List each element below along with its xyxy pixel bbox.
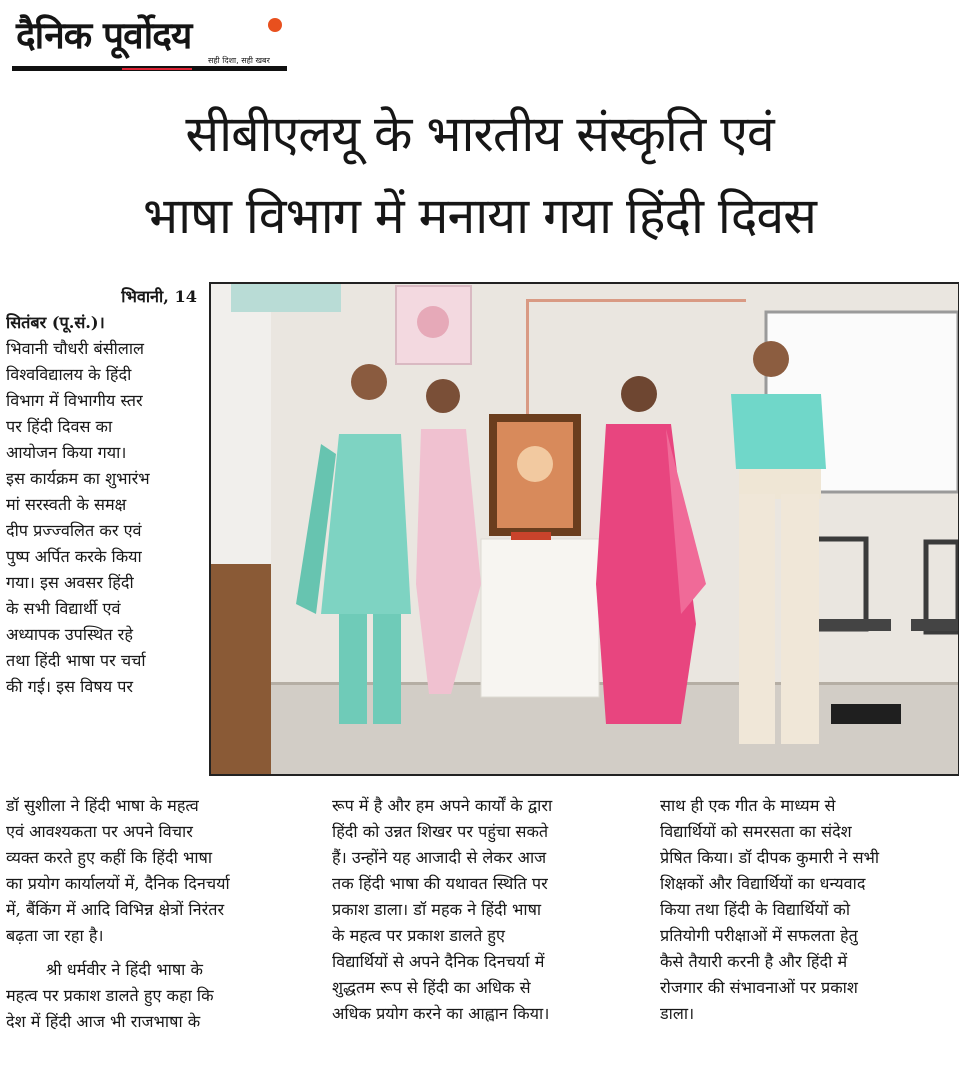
col2-line: हिंदी को उन्नत शिखर पर पहुंचा सकते <box>332 822 549 841</box>
col1-line: विश्वविद्यालय के हिंदी <box>6 365 132 384</box>
col1-line: इस कार्यक्रम का शुभारंभ <box>6 469 150 488</box>
dateline-text-1: भिवानी, 14 <box>121 287 197 306</box>
col1b-line: महत्व पर प्रकाश डालते हुए कहा कि <box>6 986 214 1005</box>
masthead-logo-dot <box>268 18 282 32</box>
masthead-title: दैनिक पूर्वोदय <box>16 13 192 57</box>
masthead <box>12 8 287 72</box>
col1-line: भिवानी चौधरी बंसीलाल <box>6 339 144 358</box>
headline-line-2: भाषा विभाग में मनाया गया हिंदी दिवस <box>143 187 816 245</box>
dateline-line-2: सितंबर (पू.सं.)। <box>6 313 105 332</box>
col2-line: विद्यार्थियों से अपने दैनिक दिनचर्या में <box>332 952 545 971</box>
col1-line: गया। इस अवसर हिंदी <box>6 573 134 592</box>
headline-line-1: सीबीएलयू के भारतीय संस्कृति एवं <box>185 105 774 163</box>
event-photo <box>209 282 959 776</box>
col3-line: डाला। <box>660 1004 695 1023</box>
column-1-bottom-lines <box>6 793 298 1035</box>
col1-line: दीप प्रज्ज्वलित कर एवं <box>6 521 142 540</box>
col2-line: रूप में है और हम अपने कार्यों के द्वारा <box>332 796 553 815</box>
col1b-line: बढ़ता जा रहा है। <box>6 926 104 945</box>
col3-line: कैसे तैयारी करनी है और हिंदी में <box>660 952 848 971</box>
article-column-1-continued <box>6 793 298 1035</box>
column-1-lines <box>6 336 197 700</box>
masthead-red-line <box>122 68 192 70</box>
col2-line: के महत्व पर प्रकाश डालते हुए <box>332 926 505 945</box>
col1-line: की गई। इस विषय पर <box>6 677 134 696</box>
col2-line: तक हिंदी भाषा की यथावत स्थिति पर <box>332 874 548 893</box>
event-photo-illustration <box>211 284 958 774</box>
col1b-line: श्री धर्मवीर ने हिंदी भाषा के <box>46 960 203 979</box>
col3-line: विद्यार्थियों को समरसता का संदेश <box>660 822 852 841</box>
dateline-line-1 <box>6 284 197 310</box>
col1b-line: व्यक्त करते हुए कहीं कि हिंदी भाषा <box>6 848 213 867</box>
col1-line: तथा हिंदी भाषा पर चर्चा <box>6 651 146 670</box>
article-column-1 <box>6 284 197 700</box>
col2-line: अधिक प्रयोग करने का आह्वान किया। <box>332 1004 550 1023</box>
col1-line: पर हिंदी दिवस का <box>6 417 113 436</box>
col1-line: विभाग में विभागीय स्तर <box>6 391 143 410</box>
col1-line: पुष्प अर्पित करके किया <box>6 547 142 566</box>
col1b-line: एवं आवश्यकता पर अपने विचार <box>6 822 193 841</box>
col2-line: प्रकाश डाला। डॉ महक ने हिंदी भाषा <box>332 900 542 919</box>
col1-line: आयोजन किया गया। <box>6 443 127 462</box>
column-3-lines <box>660 793 950 1027</box>
col1-line: मां सरस्वती के समक्ष <box>6 495 127 514</box>
col3-line: किया तथा हिंदी के विद्यार्थियों को <box>660 900 851 919</box>
article-column-3 <box>660 793 950 1027</box>
col1-line: अध्यापक उपस्थित रहे <box>6 625 133 644</box>
col3-line: शिक्षकों और विद्यार्थियों का धन्यवाद <box>660 874 866 893</box>
col3-line: साथ ही एक गीत के माध्यम से <box>660 796 836 815</box>
col2-line: हैं। उन्होंने यह आजादी से लेकर आज <box>332 848 547 867</box>
article-column-2 <box>332 793 625 1027</box>
col1b-line: डॉ सुशीला ने हिंदी भाषा के महत्व <box>6 796 199 815</box>
col2-line: शुद्धतम रूप से हिंदी का अधिक से <box>332 978 531 997</box>
col3-line: प्रेषित किया। डॉ दीपक कुमारी ने सभी <box>660 848 880 867</box>
masthead-tagline: सही दिशा, सही खबर <box>208 56 270 65</box>
col3-line: प्रतियोगी परीक्षाओं में सफलता हेतु <box>660 926 858 945</box>
col1b-line: में, बैंकिंग में आदि विभिन्न क्षेत्रों निरंतर <box>6 900 225 919</box>
col1-line: के सभी विद्यार्थी एवं <box>6 599 121 618</box>
col1b-line: देश में हिंदी आज भी राजभाषा के <box>6 1012 201 1031</box>
col3-line: रोजगार की संभावनाओं पर प्रकाश <box>660 978 858 997</box>
col1b-line: का प्रयोग कार्यालयों में, दैनिक दिनचर्या <box>6 874 230 893</box>
column-2-lines <box>332 793 625 1027</box>
